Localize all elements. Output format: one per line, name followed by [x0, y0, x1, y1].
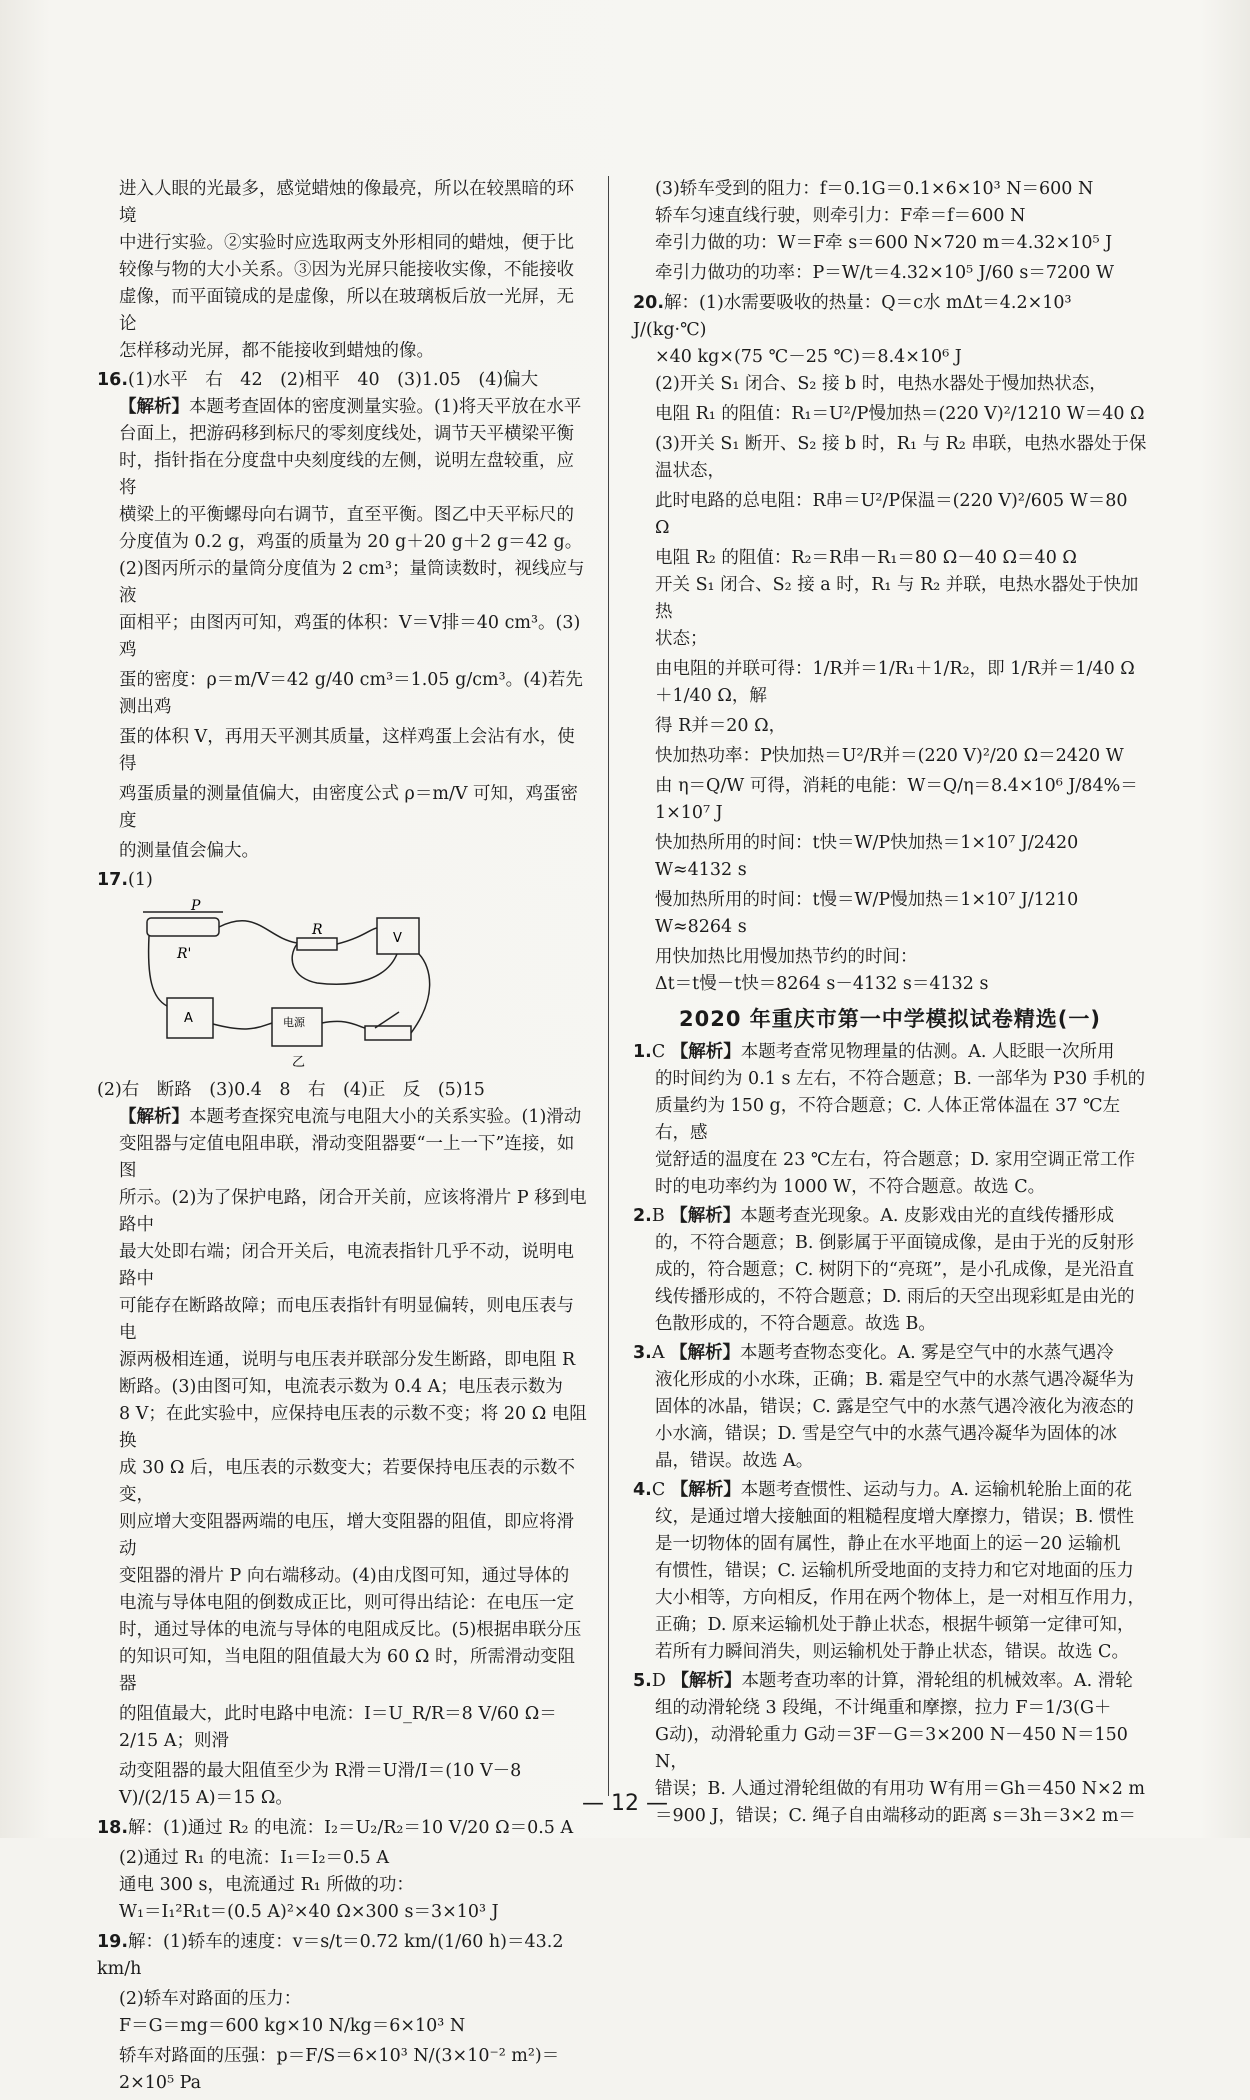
- text-line: 固体的冰晶，错误；C. 露是空气中的水蒸气遇冷液化为液态的: [655, 1397, 1134, 1417]
- intro-text: [97, 176, 587, 365]
- text-line: W₁＝I₁²R₁t＝(0.5 A)²×40 Ω×300 s＝3×10³ J: [119, 1902, 499, 1922]
- text-line: 小水滴，错误；D. 雪是空气中的水蒸气遇冷凝华为固体的冰: [655, 1424, 1118, 1444]
- text-line: 可能存在断路故障；而电压表指针有明显偏转，则电压表与电: [119, 1296, 574, 1343]
- question-3: [633, 1340, 1147, 1475]
- label-ammeter: A: [184, 1011, 193, 1026]
- text-line: 本题考查探究电流与电阻大小的关系实验。(1)滑动: [189, 1107, 582, 1127]
- text-line: 组的动滑轮绕 3 段绳，不计绳重和摩擦，拉力 F＝1/3(G＋: [655, 1698, 1112, 1718]
- analysis-tag: 【解析】: [119, 397, 189, 417]
- figure-caption: 乙: [292, 1055, 306, 1070]
- label-r: R: [312, 922, 323, 938]
- text-line: 进入人眼的光最多，感觉蜡烛的像最亮，所以在较黑暗的环境: [119, 179, 574, 226]
- text-line: 大小相等，方向相反，作用在两个物体上，是一对相互作用力，: [655, 1588, 1145, 1608]
- right-column: [633, 176, 1147, 1830]
- text-line: G动)，动滑轮重力 G动＝3F－G＝3×200 N－450 N＝150 N，: [655, 1725, 1128, 1772]
- text-line: 电阻 R₁ 的阻值：R₁＝U²/P慢加热＝(220 V)²/1210 W＝40 Ω: [655, 404, 1145, 424]
- question-19-continued: [633, 176, 1147, 287]
- text-line: 觉舒适的温度在 23 ℃左右，符合题意；D. 家用空调正常工作: [655, 1150, 1136, 1170]
- wire: [337, 928, 377, 944]
- question-number: 20.: [633, 293, 665, 313]
- wire: [213, 1023, 272, 1029]
- text-line: 快加热所用的时间：t快＝W/P快加热＝1×10⁷ J/2420 W≈4132 s: [655, 833, 1079, 880]
- column-divider: [608, 176, 609, 1796]
- text-line: 解：(1)水需要吸收的热量：Q＝c水 mΔt＝4.2×10³ J/(kg·℃): [633, 293, 1072, 340]
- text-line: 的阻值最大，此时电路中电流：I＝U_R/R＝8 V/60 Ω＝2/15 A；则滑: [119, 1704, 557, 1751]
- text-line: 得 R并＝20 Ω，: [655, 716, 787, 736]
- text-line: 的知识可知，当电阻的阻值最大为 60 Ω 时，所需滑动变阻器: [119, 1647, 575, 1694]
- text-line: 8 V；在此实验中，应保持电压表的示数不变；将 20 Ω 电阻换: [119, 1404, 587, 1451]
- question-number: 4.: [633, 1480, 652, 1500]
- question-number: 17.: [97, 870, 129, 890]
- switch-base: [365, 1026, 411, 1040]
- text-line: 若所有力瞬间消失，则运输机处于静止状态，错误。故选 C。: [655, 1642, 1129, 1662]
- question-2: [633, 1203, 1147, 1338]
- text-line: 本题考查功率的计算，滑轮组的机械效率。A. 滑轮: [741, 1671, 1133, 1691]
- text-line: 电流与导体电阻的倒数成正比，则可得出结论：在电压一定: [119, 1593, 574, 1613]
- question-16: [97, 367, 587, 865]
- question-number: 1.: [633, 1042, 652, 1062]
- text-line: 面相平；由图丙可知，鸡蛋的体积：V＝V排＝40 cm³。(3)鸡: [119, 613, 581, 660]
- text-line: 解：(1)轿车的速度：v＝s/t＝0.72 km/(1/60 h)＝43.2 km/h: [97, 1932, 564, 1979]
- text-line: (2)图丙所示的量筒分度值为 2 cm³；量筒读数时，视线应与液: [119, 559, 585, 606]
- text-line: ×40 kg×(75 ℃－25 ℃)＝8.4×10⁶ J: [655, 347, 962, 367]
- wire: [322, 1021, 365, 1028]
- text-line: 色散形成的，不符合题意。故选 B。: [655, 1314, 936, 1334]
- text-line: 晶，错误。故选 A。: [655, 1451, 814, 1471]
- analysis-tag: 【解析】: [670, 1343, 741, 1363]
- analysis-tag: 【解析】: [670, 1206, 741, 1226]
- text-line: 所示。(2)为了保护电路，闭合开关前，应该将滑片 P 移到电路中: [119, 1188, 587, 1235]
- text-line: 有惯性，错误；C. 运输机所受地面的支持力和它对地面的压力: [655, 1561, 1134, 1581]
- text-line: 时，通过导体的电流与导体的电阻成反比。(5)根据串联分压: [119, 1620, 582, 1640]
- text-line: 本题考查固体的密度测量实验。(1)将天平放在水平: [189, 397, 582, 417]
- text-line: (3)开关 S₁ 断开、S₂ 接 b 时，R₁ 与 R₂ 串联，电热水器处于保: [655, 434, 1147, 454]
- answer-text: (2)右 断路 (3)0.4 8 右 (4)正 反 (5)15: [97, 1080, 485, 1100]
- text-line: 变阻器与定值电阻串联，滑动变阻器要“一上一下”连接，如图: [119, 1134, 575, 1181]
- analysis-tag: 【解析】: [671, 1671, 742, 1691]
- text-line: 中进行实验。②实验时应选取两支外形相同的蜡烛，便于比: [119, 233, 574, 253]
- question-20: [633, 290, 1147, 998]
- text-line: 虚像，而平面镜成的是虚像，所以在玻璃板后放一光屏，无论: [119, 287, 574, 334]
- text-line: 鸡蛋质量的测量值偏大，由密度公式 ρ＝m/V 可知，鸡蛋密度: [119, 784, 579, 831]
- text-line: (3)轿车受到的阻力：f＝0.1G＝0.1×6×10³ N＝600 N: [655, 179, 1094, 199]
- text-line: 纹，是通过增大接触面的粗糙程度增大摩擦力，错误；B. 惯性: [655, 1507, 1134, 1527]
- text-line: 成的，符合题意；C. 树阴下的“亮斑”，是小孔成像，是光沿直: [655, 1260, 1135, 1280]
- answer-choice: C: [651, 1480, 666, 1500]
- text-line: 变阻器的滑片 P 向右端移动。(4)由戊图可知，通过导体的: [119, 1566, 570, 1586]
- text-line: 电阻 R₂ 的阻值：R₂＝R串－R₁＝80 Ω－40 Ω＝40 Ω: [655, 548, 1077, 568]
- page-number: — 12 —: [582, 1791, 668, 1816]
- text-line: 此时电路的总电阻：R串＝U²/P保温＝(220 V)²/605 W＝80 Ω: [655, 491, 1128, 538]
- answer-text: (1)水平 右 42 (2)相平 40 (3)1.05 (4)偏大: [128, 370, 539, 390]
- label-r-prime: R': [177, 946, 192, 962]
- question-17: [97, 867, 587, 1812]
- question-19: [97, 1929, 587, 2097]
- text-line: 用快加热比用慢加热节约的时间：: [655, 947, 918, 967]
- text-line: 由 η＝Q/W 可得，消耗的电能：W＝Q/η＝8.4×10⁶ J/84%＝1×10⁷ J: [655, 776, 1138, 823]
- text-line: 本题考查物态变化。A. 雾是空气中的水蒸气遇冷: [740, 1343, 1114, 1363]
- text-line: 横梁上的平衡螺母向右调节，直至平衡。图乙中天平标尺的: [119, 505, 574, 525]
- text-line: (2)轿车对路面的压力：: [119, 1989, 302, 2009]
- wire: [411, 954, 430, 1033]
- text-line: 的，不符合题意；B. 倒影属于平面镜成像，是由于光的反射形: [655, 1233, 1134, 1253]
- text-line: Δt＝t慢－t快＝8264 s－4132 s＝4132 s: [655, 974, 989, 994]
- text-line: 本题考查光现象。A. 皮影戏由光的直线传播形成: [740, 1206, 1115, 1226]
- text-line: 最大处即右端；闭合开关后，电流表指针几乎不动，说明电路中: [119, 1242, 574, 1289]
- text-line: 较像与物的大小关系。③因为光屏只能接收实像，不能接收: [119, 260, 574, 280]
- text-line: 开关 S₁ 闭合、S₂ 接 a 时，R₁ 与 R₂ 并联，电热水器处于快加热: [655, 575, 1139, 622]
- text-line: 轿车匀速直线行驶，则牵引力：F牵＝f＝600 N: [655, 206, 1026, 226]
- wire: [149, 936, 167, 1006]
- text-line: 状态；: [655, 629, 708, 649]
- question-number: 3.: [633, 1343, 652, 1363]
- text-line: 解：(1)通过 R₂ 的电流：I₂＝U₂/R₂＝10 V/20 Ω＝0.5 A: [128, 1818, 574, 1838]
- text-line: 分度值为 0.2 g，鸡蛋的质量为 20 g＋20 g＋2 g＝42 g。: [119, 532, 583, 552]
- analysis-tag: 【解析】: [670, 1480, 741, 1500]
- text-line: 动变阻器的最大阻值至少为 R滑＝U滑/I＝(10 V－8 V)/(2/15 A)＝15 Ω。: [119, 1761, 522, 1808]
- text-line: 断路。(3)由图可知，电流表示数为 0.4 A；电压表示数为: [119, 1377, 563, 1397]
- text-line: 慢加热所用的时间：t慢＝W/P慢加热＝1×10⁷ J/1210 W≈8264 s: [655, 890, 1079, 937]
- text-line: 台面上，把游码移到标尺的零刻度线处，调节天平横梁平衡: [119, 424, 574, 444]
- text-line: (2)开关 S₁ 闭合、S₂ 接 b 时，电热水器处于慢加热状态，: [655, 374, 1107, 394]
- text-line: 由电阻的并联可得：1/R并＝1/R₁＋1/R₂，即 1/R并＝1/40 Ω＋1/40 Ω，解: [655, 659, 1135, 706]
- text-line: 蛋的体积 V，再用天平测其质量，这样鸡蛋上会沾有水，使得: [119, 727, 575, 774]
- question-number: 2.: [633, 1206, 652, 1226]
- text-line: 液化形成的小水珠，正确；B. 霜是空气中的水蒸气遇冷凝华为: [655, 1370, 1134, 1390]
- text-line: 则应增大变阻器两端的电压，增大变阻器的阻值，即应将滑动: [119, 1512, 574, 1559]
- text-line: ＝900 J，错误；C. 绳子自由端移动的距离 s＝3h＝3×2 m＝: [655, 1806, 1136, 1826]
- question-1: [633, 1039, 1147, 1201]
- label-p: P: [191, 898, 201, 914]
- analysis-tag: 【解析】: [670, 1042, 741, 1062]
- text-line: 牵引力做功的功率：P＝W/t＝4.32×10⁵ J/60 s＝7200 W: [655, 263, 1114, 283]
- question-4: [633, 1477, 1147, 1666]
- text-line: 线传播形成的，不符合题意；D. 雨后的天空出现彩虹是由光的: [655, 1287, 1135, 1307]
- question-number: 5.: [633, 1671, 652, 1691]
- text-line: 通电 300 s，电流通过 R₁ 所做的功：: [119, 1875, 414, 1895]
- answer-choice: A: [651, 1343, 665, 1363]
- text-line: F＝G＝mg＝600 kg×10 N/kg＝6×10³ N: [119, 2016, 466, 2036]
- answer-choice: B: [651, 1206, 665, 1226]
- text-line: (2)通过 R₁ 的电流：I₁＝I₂＝0.5 A: [119, 1848, 389, 1868]
- text-line: 时，指针指在分度盘中央刻度线的左侧，说明左盘较重，应将: [119, 451, 574, 498]
- text-line: 的测量值会偏大。: [119, 841, 259, 861]
- text-line: 是一切物体的固有属性，静止在水平地面上的运－20 运输机: [655, 1534, 1121, 1554]
- text-line: 本题考查常见物理量的估测。A. 人眨眼一次所用: [740, 1042, 1115, 1062]
- text-line: 本题考查惯性、运动与力。A. 运输机轮胎上面的花: [740, 1480, 1133, 1500]
- text-line: 温状态，: [655, 461, 725, 481]
- question-number: 18.: [97, 1818, 129, 1838]
- question-18: [97, 1815, 587, 1926]
- text-line: 质量约为 150 g，不符合题意；C. 人体正常体温在 37 ℃左右，感: [655, 1096, 1121, 1143]
- text-line: 牵引力做的功：W＝F牵 s＝600 N×720 m＝4.32×10⁵ J: [655, 233, 1113, 253]
- text-line: 错误；B. 人通过滑轮组做的有用功 W有用＝Gh＝450 N×2 m: [655, 1779, 1146, 1799]
- label-power: 电源: [283, 1016, 305, 1029]
- text-line: 的时间约为 0.1 s 左右，不符合题意；B. 一部华为 P30 手机的: [655, 1069, 1146, 1089]
- resistor-r: [297, 938, 337, 950]
- text-line: 成 30 Ω 后，电压表的示数变大；若要保持电压表的示数不变，: [119, 1458, 575, 1505]
- text-line: 时的电功率约为 1000 W，不符合题意。故选 C。: [655, 1177, 1046, 1197]
- circuit-diagram: [137, 898, 437, 1073]
- question-number: 16.: [97, 370, 129, 390]
- text-line: 源两极相连通，说明与电压表并联部分发生断路，即电阻 R: [119, 1350, 576, 1370]
- text-line: 快加热功率：P快加热＝U²/R并＝(220 V)²/20 Ω＝2420 W: [655, 746, 1124, 766]
- rheostat-body: [147, 918, 219, 936]
- text-line: 怎样移动光屏，都不能接收到蜡烛的像。: [119, 341, 434, 361]
- section-title: 2020 年重庆市第一中学模拟试卷精选(一): [679, 1007, 1101, 1031]
- label-voltmeter: V: [393, 931, 402, 946]
- analysis-tag: 【解析】: [119, 1107, 189, 1127]
- wire: [219, 921, 297, 943]
- answer-choice: C: [651, 1042, 666, 1062]
- question-number: 19.: [97, 1932, 129, 1952]
- text-line: 轿车对路面的压强：p＝F/S＝6×10³ N/(3×10⁻² m²)＝2×10⁵ Pa: [119, 2046, 560, 2093]
- text-line: 蛋的密度：ρ＝m/V＝42 g/40 cm³＝1.05 g/cm³。(4)若先测出鸡: [119, 670, 583, 717]
- answer-choice: D: [651, 1671, 666, 1691]
- text-line: 正确；D. 原来运输机处于静止状态，根据牛顿第一定律可知，: [655, 1615, 1135, 1635]
- answer-text: (1): [128, 870, 153, 890]
